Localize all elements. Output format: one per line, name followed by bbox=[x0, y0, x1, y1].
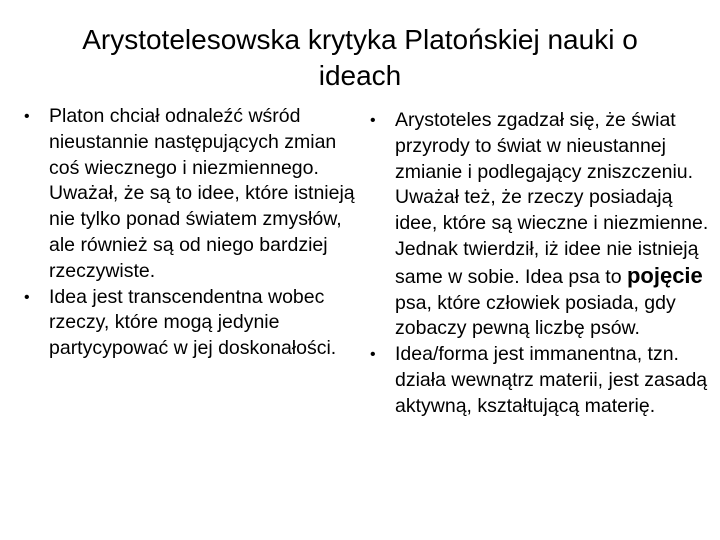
slide-title bbox=[20, 22, 700, 94]
list-item bbox=[366, 342, 716, 419]
slide-title-line1: Arystotelesowska krytyka Platońskiej nauki o bbox=[82, 24, 638, 55]
left-column bbox=[20, 104, 360, 362]
bullet-icon: • bbox=[370, 346, 376, 364]
bullet-text bbox=[395, 109, 708, 339]
right-bullet-list bbox=[366, 108, 716, 420]
bullet-text-start: Arystoteles zgadzał się, że świat przyrody to świat w nieustannej zmianie i podlegający zniszczeniu. Uważał też, że rzeczy posiadają idee, które są wieczne i niezmienne. Jednak twierdził, iż idee nie istnieją same w sobie. Idea psa to bbox=[395, 109, 709, 288]
left-bullet-list bbox=[20, 104, 360, 362]
list-item bbox=[20, 285, 360, 362]
bullet-text: Idea jest transcendentna wobec rzeczy, które mogą jedynie partycypować w jej doskonałości. bbox=[49, 285, 337, 360]
bullet-text: Platon chciał odnaleźć wśród nieustannie następujących zmian coś wiecznego i niezmiennego. Uważał, że są to idee, które istnieją nie tylko ponad światem zmysłów, ale również są od niego bardziej rzeczywiste. bbox=[49, 105, 355, 282]
slide-title-line2: ideach bbox=[318, 60, 402, 91]
bullet-text: Idea/forma jest immanentna, tzn. działa wewnątrz materii, jest zasadą aktywną, kształtującą materię. bbox=[395, 343, 708, 417]
list-item bbox=[366, 108, 716, 342]
bullet-icon: • bbox=[24, 108, 30, 125]
bullet-icon: • bbox=[24, 288, 30, 306]
bullet-text-end: psa, które człowiek posiada, gdy zobaczy pewną liczbę psów. bbox=[395, 291, 676, 340]
emphasized-word: pojęcie bbox=[626, 262, 703, 288]
right-column bbox=[366, 108, 716, 420]
list-item bbox=[20, 104, 360, 285]
bullet-icon: • bbox=[370, 112, 376, 129]
